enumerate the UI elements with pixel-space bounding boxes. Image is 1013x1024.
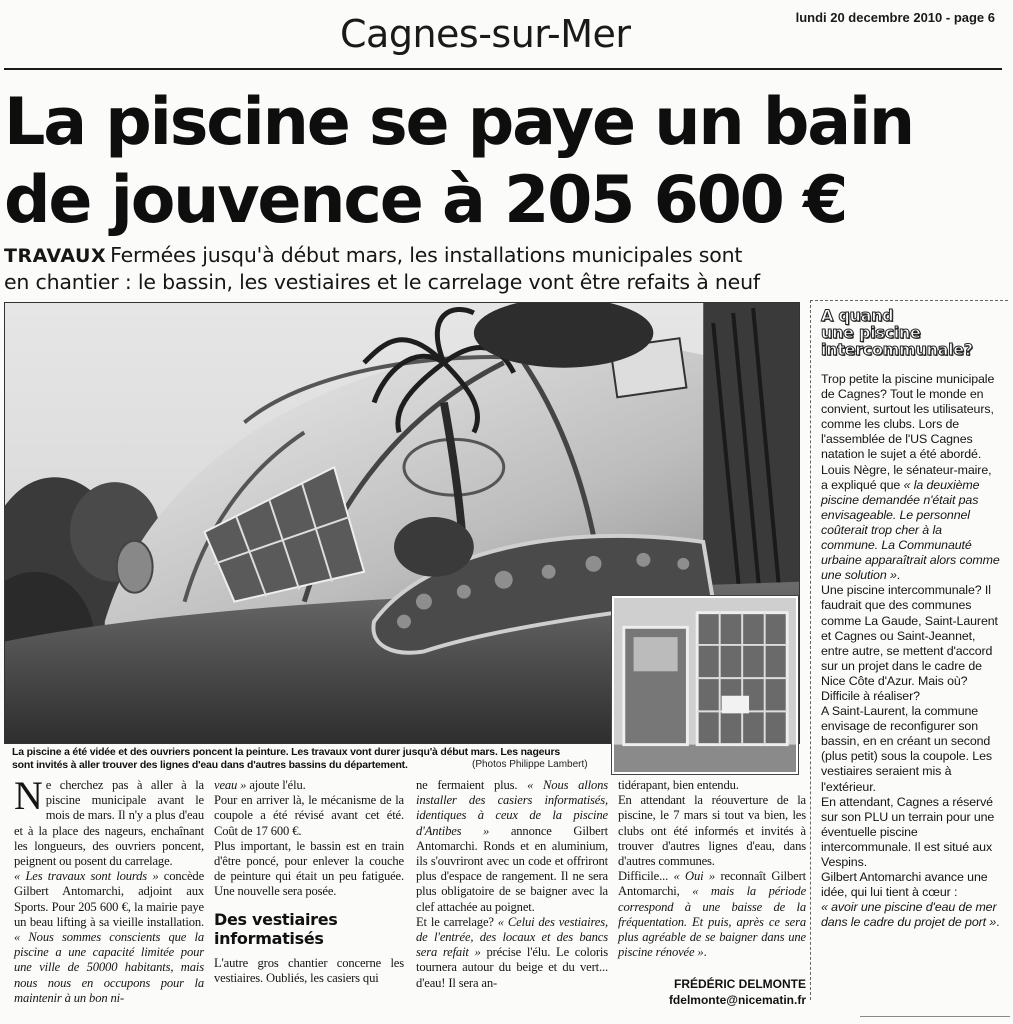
col2-quote-1: veau »	[214, 778, 247, 792]
sidebar-title	[821, 307, 1000, 358]
kicker: TRAVAUX	[4, 245, 107, 267]
col1-quote-2: « Nous sommes conscients que la piscine a une capacité limitée pour une ville de 50000 habitants, mais nous nous en occupons pour la maintenir à un bon ni-	[14, 930, 204, 1005]
photo-credit: (Photos Philippe Lambert)	[472, 759, 588, 770]
col4-p3-rest: reconnaît Gilbert Antomarchi,	[618, 869, 807, 899]
col4-p2: En attendant la réouverture de la piscine, le 7 mars si tout va bien, les clubs ont été informés et invités à trouver d'autres lignes d'eau, dans d'autres communes.	[618, 793, 806, 869]
headline	[4, 84, 1004, 240]
col4-quote-2: « mais la période correspond à une baisse de la fréquentation. Et puis, après ce sera plus agréable de se baigner dans une piscine rénovée »	[618, 884, 807, 960]
col3-quote-1: « Nous allons installer des casiers informatisés, identiques à ceux de la piscine d'Antibes »	[416, 778, 609, 838]
article-column-3	[416, 778, 608, 991]
sidebar-quote-1: « la deuxième piscine demandée n'était pas envisageable. Le personnel coûterait trop cher à la commune. La Communauté urbaine apparaîtrait alors comme une solution »	[821, 477, 1000, 583]
sidebar-title-line-1: A quand	[821, 306, 894, 325]
section-name: Cagnes-sur-Mer	[340, 12, 631, 56]
sidebar-p3: Une piscine intercommunale? Il faudrait que des communes comme La Gaude, Saint-Laurent et Cagnes ou Saint-Jeannet, entre autre, se mettent d'accord sur un projet dans le cadre de Nice Côte d'Azur. Mais où?	[821, 583, 998, 688]
col3-quote-2: « Celui des vestiaires, de l'entrée, des locaux et des bancs sera refait »	[416, 914, 608, 960]
col4-quote-1: « Oui »	[673, 869, 716, 884]
col2-p2: Pour en arriver là, le mécanisme de la coupole a été révisé avant cet été. Coût de 17 600 €.	[214, 793, 404, 838]
article-column-4	[618, 778, 806, 960]
sidebar-p4: Difficile à réaliser?	[821, 688, 920, 703]
col2-p4: L'autre gros chantier concerne les vestiaires. Oubliés, les casiers qui	[214, 955, 404, 985]
sidebar-box	[810, 300, 1008, 1000]
author-email[interactable]: fdelmonte@nicematin.fr	[668, 993, 806, 1007]
byline	[616, 976, 806, 1008]
col2-p3: Plus important, le bassin est en train d'être poncé, pour enlever la couche de peinture qui était un peu fatiguée. Une nouvelle sera posée.	[214, 838, 404, 899]
bottom-divider	[860, 1016, 1010, 1017]
sidebar-p2: Louis Nègre, le sénateur-maire, a expliqué que	[821, 462, 992, 492]
sidebar-p5: A Saint-Laurent, la commune envisage de reconfigurer son bassin, en en créant un second (plus petit) sous la coupole. Les vestiaires seraient mis à l'extérieur.	[821, 704, 992, 794]
header-divider	[4, 68, 1002, 70]
col3-p2-rest: précise l'élu. Le coloris tournera autour du beige et du vert... d'eau! Il sera an-	[416, 945, 609, 990]
sidebar-title-line-3: intercommunale?	[821, 340, 973, 359]
caption-line-2: sont invités à aller trouver des lignes d'eau dans d'autres bassins du département.	[12, 759, 408, 771]
sidebar-p2-end: .	[896, 568, 901, 583]
sidebar-p7-end: .	[996, 915, 1000, 930]
drop-cap: N	[14, 773, 43, 818]
headline-line-2: de jouvence à 205 600 €	[4, 163, 847, 238]
headline-line-1: La piscine se paye un bain	[4, 85, 914, 160]
inset-photo	[612, 596, 798, 774]
sidebar-p6: En attendant, Cagnes a réservé sur son PLU un terrain pour une éventuelle piscine intercommunale. Il est situé aux Vespins.	[821, 794, 995, 869]
col3-p2: Et le carrelage?	[416, 914, 498, 929]
section-subtitle: Des vestiaires informatisés	[214, 909, 338, 948]
article-column-2	[214, 778, 404, 986]
sidebar-p7: Gilbert Antomarchi avance une idée, qui lui tient à cœur :	[821, 870, 988, 900]
col1-quote-1: « Les travaux sont lourds »	[14, 869, 159, 884]
subhead	[4, 242, 1009, 295]
col2-p1: ajoute l'élu.	[246, 778, 306, 792]
sidebar-body	[821, 372, 1000, 930]
article-column-1	[14, 773, 205, 1006]
sidebar-quote-2: « avoir une piscine d'eau de mer dans le cadre du projet de port »	[821, 900, 997, 930]
col4-p3: Difficile...	[618, 869, 674, 884]
col3-p1-rest: annonce Gilbert Antomarchi. Ronds et en aluminium, ils s'ouvriront avec un code et offriront plus d'espace de rangement. Il ne sera plus obligatoire de se baigner avec la clef attachée au poignet.	[416, 823, 608, 914]
page-date: lundi 20 decembre 2010 - page 6	[795, 10, 995, 25]
changing-room-photo	[614, 598, 796, 772]
col3-p1: ne fermaient plus.	[416, 778, 528, 792]
col1-p2: concède Gilbert Antomarchi, adjoint aux Sports. Pour 205 600 €, la mairie paye un beau lifting à sa vieille installation.	[14, 869, 205, 929]
author-name: FRÉDÉRIC DELMONTE	[674, 977, 806, 991]
sidebar-p1: Trop petite la piscine municipale de Cagnes? Tout le monde en convient, surtout les utilisateurs, comme les clubs. Lors de l'assemblée de l'US Cagnes natation le sujet a été abordé.	[821, 372, 995, 462]
caption-line-1: La piscine a été vidée et des ouvriers poncent la peinture. Les travaux vont durer jusqu'à début mars. Les nageurs	[12, 746, 561, 758]
subhead-line-1: Fermées jusqu'à début mars, les installations municipales sont	[110, 243, 743, 267]
subhead-line-2: en chantier : le bassin, les vestiaires et le carrelage vont être refaits à neuf	[4, 270, 760, 294]
col4-p1: tidérapant, bien entendu.	[618, 778, 739, 792]
col4-p3-end: .	[703, 945, 707, 960]
col1-p1: e cherchez pas à aller à la piscine municipale avant le mois de mars. Il n'y a plus d'eau et à la place des nageurs, enchaînant les longueurs, des ouvriers poncent, peignent ou posent du carrelage.	[14, 778, 204, 869]
sidebar-title-line-2: une piscine	[821, 323, 921, 342]
